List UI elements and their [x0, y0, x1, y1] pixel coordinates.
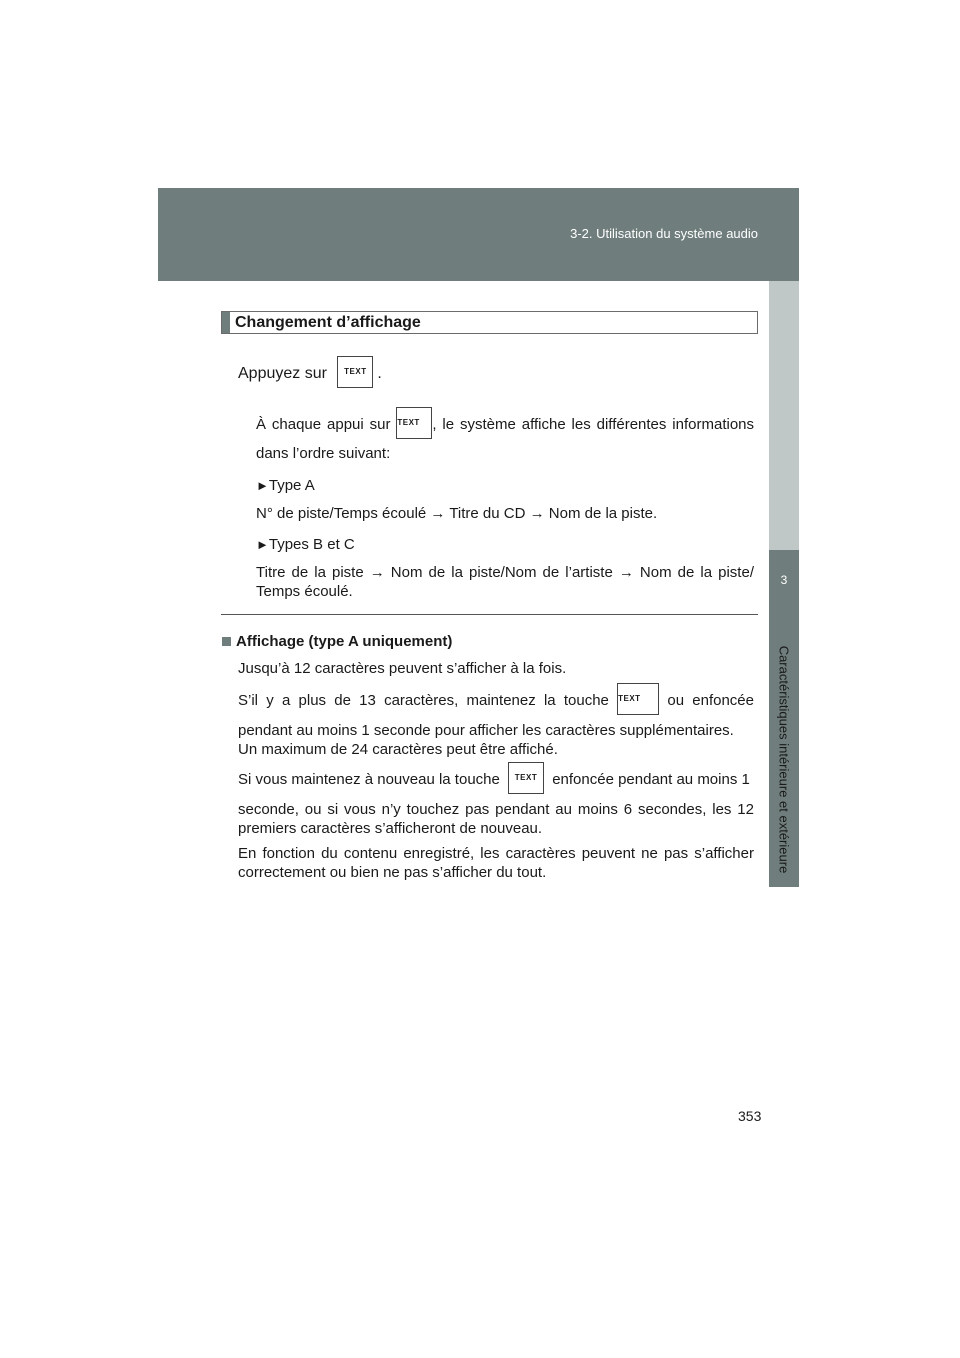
note-p1: Jusqu’à 12 caractères peuvent s’afficher à la fois. [238, 660, 567, 677]
type-bc-label-row [256, 536, 355, 553]
note-p3-text: Si vous maintenez à nouveau la touche [238, 770, 500, 788]
note-p4-line1: En fonction du contenu enregistré, les caractères peuvent ne pas s’afficher [238, 845, 754, 862]
explain-text: À chaque appui sur [256, 415, 391, 433]
note-p2-line1 [238, 685, 754, 717]
triangle-bullet-icon: ► [256, 478, 269, 493]
divider [221, 614, 758, 615]
type-a-sequence: N° de piste/Temps écoulé → Titre du CD → Nom de la piste. [256, 505, 658, 522]
step-text: Appuyez sur [238, 365, 327, 383]
note-p4-line2: correctement ou bien ne pas s’afficher du tout. [238, 864, 547, 881]
text-key-icon: TEXT [396, 407, 432, 439]
type-a-label: Type A [268, 477, 315, 494]
step-instruction [238, 358, 382, 390]
section-heading-box [221, 311, 758, 334]
note-p2-text-cont: ou enfoncée [667, 691, 754, 709]
note-p3-line2: seconde, ou si vous n’y touchez pas pendant au moins 6 secondes, les 12 [238, 801, 754, 818]
step-text-end: . [377, 365, 382, 383]
explain-line-1 [256, 409, 754, 441]
text-key-icon: TEXT [508, 762, 544, 794]
section-title: Changement d’affichage [235, 314, 421, 331]
note-p2-text: S’il y a plus de 13 caractères, maintenez la touche [238, 691, 609, 709]
type-bc-sequence-2: Temps écoulé. [256, 583, 353, 600]
header-band [158, 188, 799, 281]
chapter-number: 3 [780, 573, 788, 587]
type-bc-label: Types B et C [268, 536, 355, 553]
note-p2-line3: Un maximum de 24 caractères peut être affiché. [238, 741, 558, 758]
side-tab-upper [769, 281, 799, 550]
section-breadcrumb: 3-2. Utilisation du système audio [570, 226, 758, 241]
note-p3-line3: premiers caractères s’afficheront de nouveau. [238, 820, 543, 837]
triangle-bullet-icon: ► [256, 537, 269, 552]
page-number: 353 [738, 1108, 762, 1124]
note-heading [222, 633, 452, 650]
text-key-icon: TEXT [617, 683, 659, 715]
chapter-title: Caractéristiques intérieure et extérieure [776, 645, 792, 874]
note-p3-text-cont: enfoncée pendant au moins 1 [552, 770, 750, 788]
text-key-icon: TEXT [337, 356, 373, 388]
type-bc-sequence-1: Titre de la piste → Nom de la piste/Nom de l’artiste → Nom de la piste/ [256, 564, 754, 581]
note-p3-line1 [238, 764, 754, 796]
square-bullet-icon [222, 637, 231, 646]
chapter-side-tab [769, 550, 799, 887]
explain-line-2: dans l’ordre suivant: [256, 445, 391, 462]
note-title: Affichage (type A uniquement) [236, 633, 453, 650]
explain-text-cont: , le système affiche les différentes informations [432, 415, 755, 433]
note-p2-line2: pendant au moins 1 seconde pour afficher les caractères supplémentaires. [238, 722, 734, 739]
section-heading-bar [222, 312, 230, 333]
type-a-label-row [256, 477, 315, 494]
